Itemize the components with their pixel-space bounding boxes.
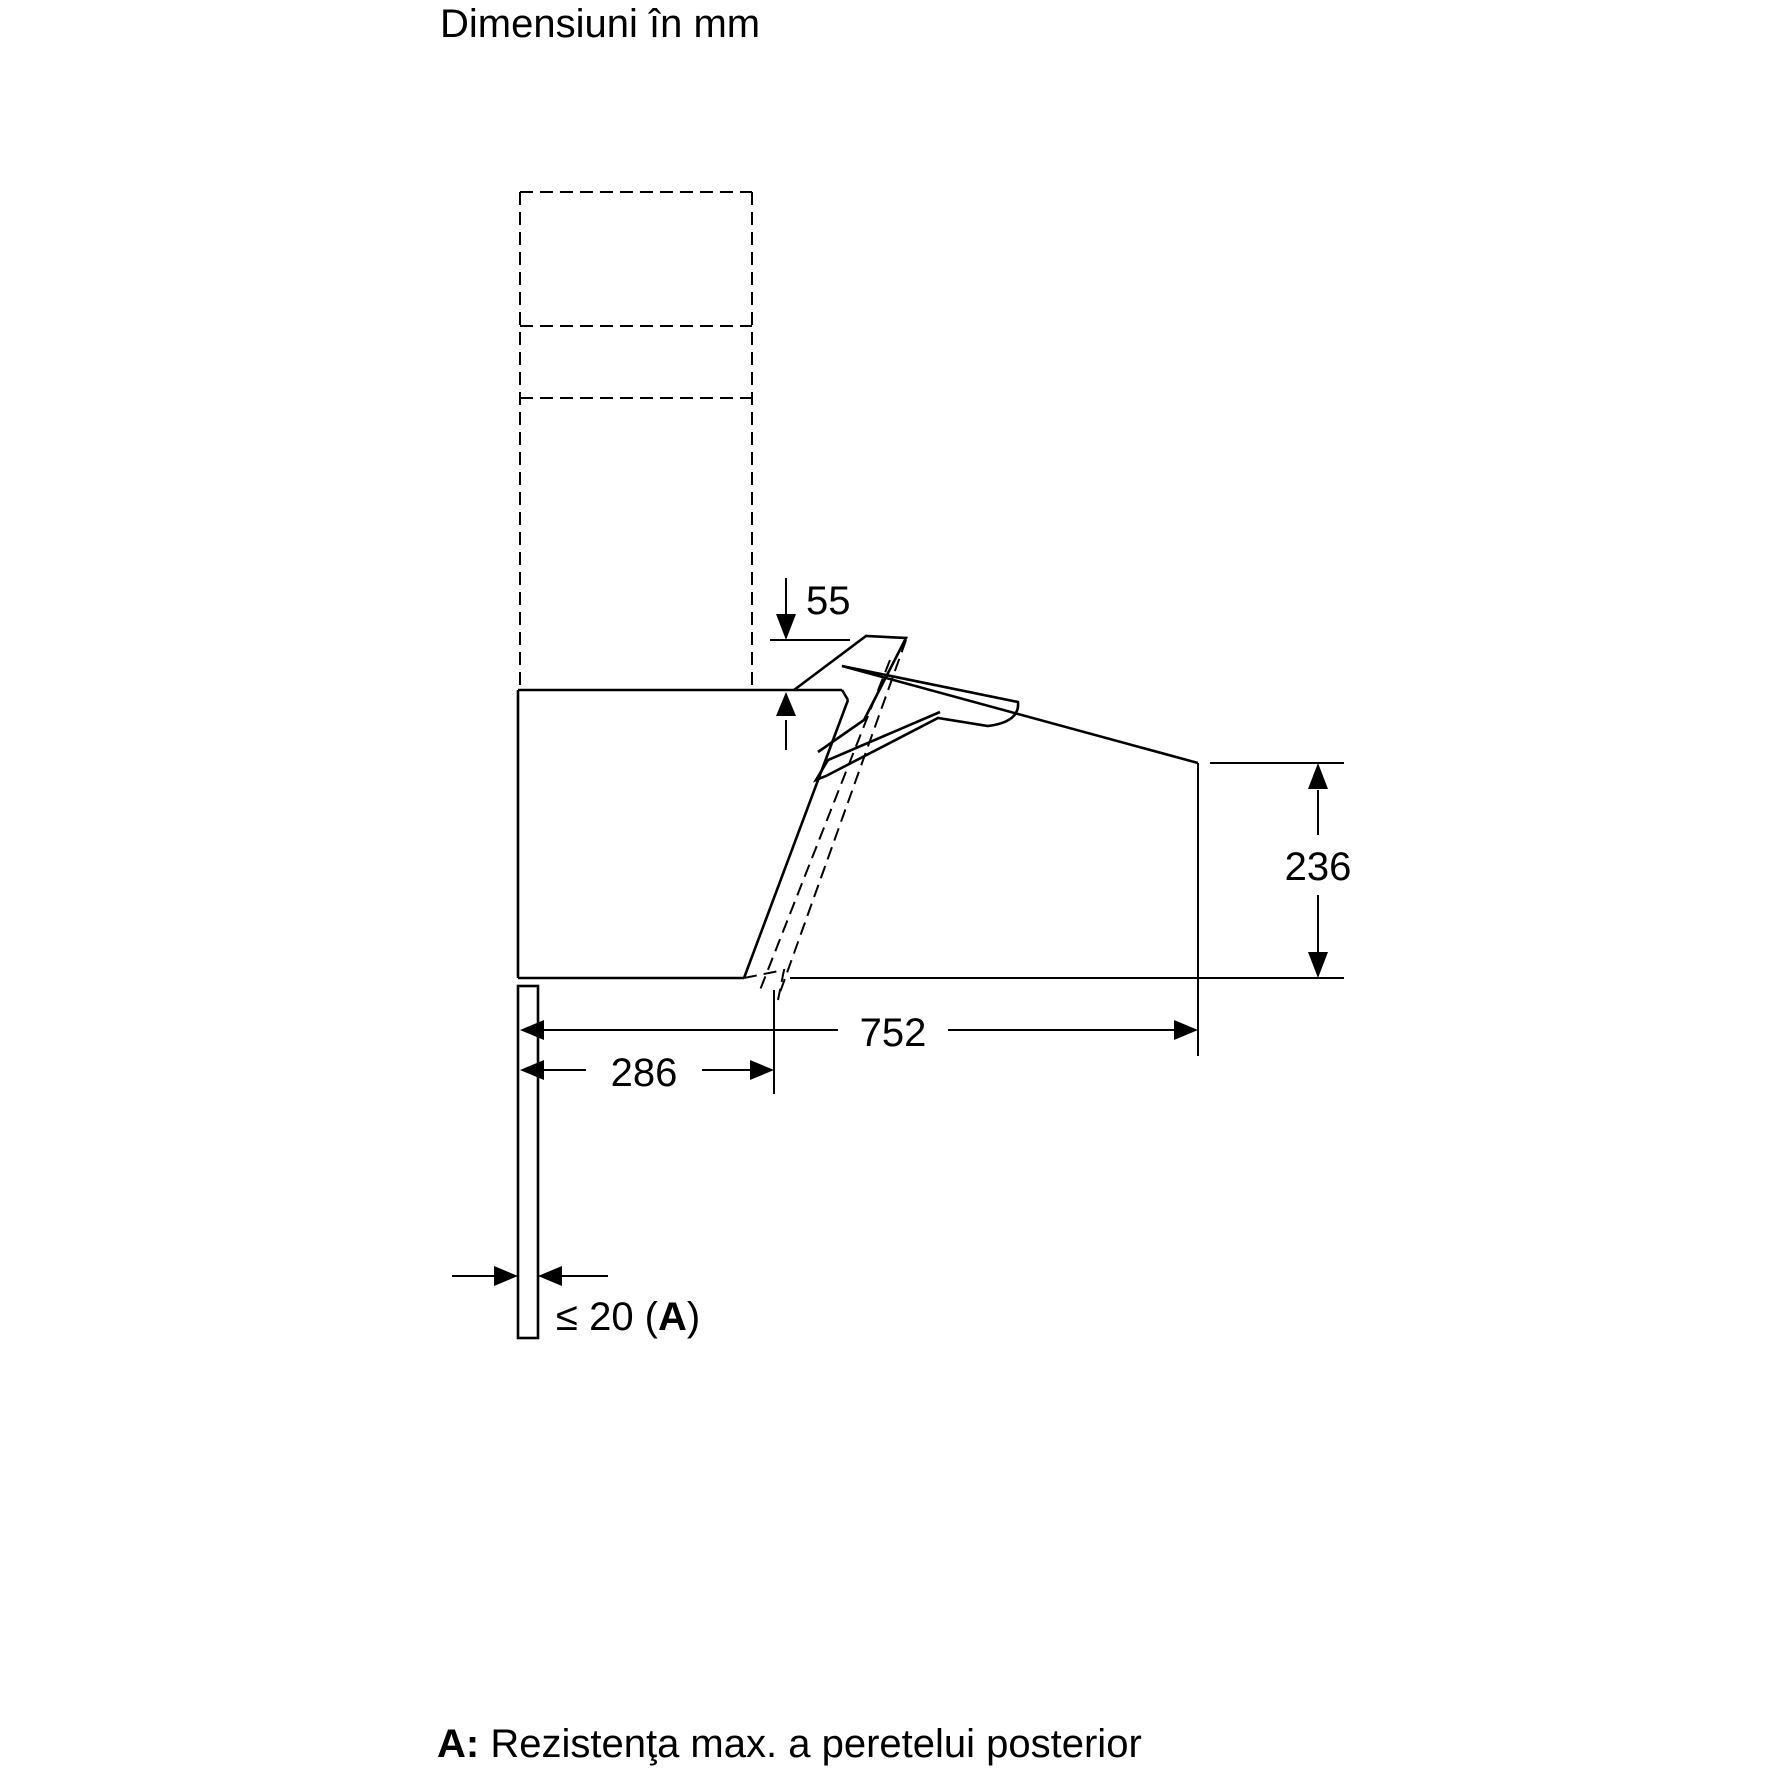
- dimension-label-286: 286: [610, 1051, 678, 1095]
- dimension-236: [1285, 763, 1352, 978]
- chimney-dashed-outline: [520, 192, 752, 690]
- hood-body: [518, 690, 848, 978]
- dimension-label-236: 236: [1284, 845, 1352, 889]
- dimension-label-wall: ≤ 20 (A): [556, 1295, 701, 1339]
- dimension-label-55: 55: [806, 579, 851, 623]
- extension-lines: [770, 640, 1344, 1094]
- back-wall: [518, 986, 538, 1338]
- page-title: Dimensiuni în mm: [440, 2, 761, 46]
- dimension-286: [520, 1051, 774, 1095]
- footnote: [437, 1720, 1142, 1768]
- footnote-marker: A:: [437, 1722, 480, 1766]
- dimension-752: [520, 1011, 1198, 1055]
- dimension-wall-thickness: [452, 1266, 700, 1339]
- dimension-label-752: 752: [859, 1011, 927, 1055]
- footnote-text: Rezistenţa max. a peretelui posterior: [479, 1722, 1142, 1766]
